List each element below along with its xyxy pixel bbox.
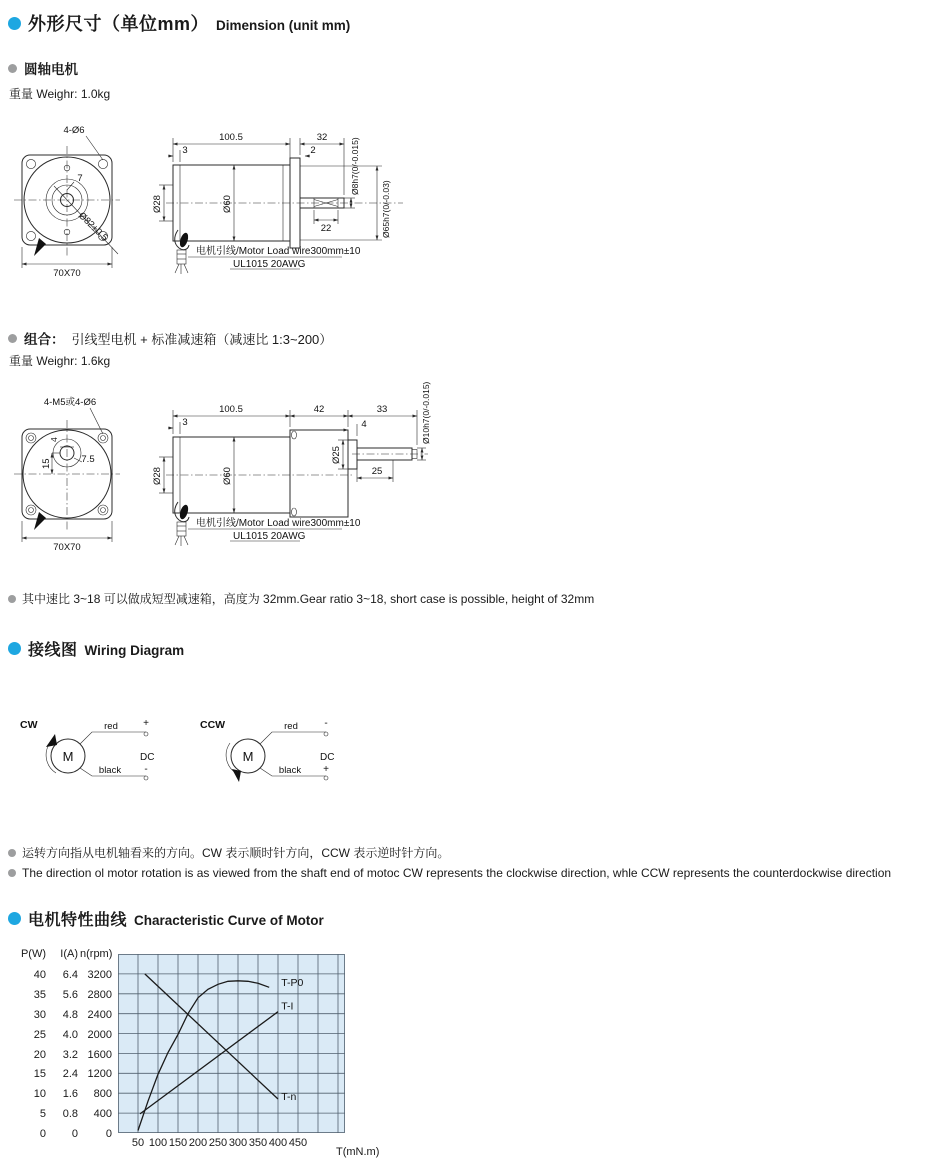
rotation-note-en-text: The direction ol motor rotation is as viewed from the shaft end of motoc CW represents the clockwise direction, whle CCW represents the counterdockwise direction: [22, 866, 892, 880]
gray-bullet-icon: [8, 595, 16, 603]
y-tick: 10: [33, 1088, 46, 1101]
y-tick: 1600: [87, 1048, 112, 1061]
y-tick: 30: [33, 1008, 46, 1021]
y-tick: 4.0: [62, 1028, 78, 1041]
y-tick: 20: [33, 1048, 46, 1061]
y-axis-label: I(A): [60, 948, 78, 960]
dim-dia-body-2: Ø60: [222, 467, 233, 485]
wire-label-1b: UL1015 20AWG: [233, 259, 306, 270]
dim-key-len-1: 22: [320, 223, 332, 234]
series-line-T-I: [140, 1012, 278, 1114]
wiring-diagram: [10, 712, 355, 807]
rotation-note-en: [8, 866, 891, 880]
y-tick: 2400: [87, 1008, 112, 1021]
y-tick: 2.4: [62, 1068, 78, 1081]
weight-2-cn: 重量: [9, 354, 34, 368]
y-tick: 40: [33, 969, 46, 981]
y-tick: 800: [93, 1088, 112, 1101]
y-tick: 1200: [87, 1068, 112, 1081]
dim-boss-len-2: 4: [361, 419, 367, 430]
dim-dia-lead-2: Ø28: [152, 467, 163, 485]
x-tick: 400: [268, 1137, 288, 1149]
dim-len-cap-1: 3: [182, 145, 188, 156]
weight-1-en: Weighr: 1.0kg: [36, 87, 111, 101]
ccw-minus-terminal: -: [324, 718, 328, 729]
dim-offset-v-2: 15: [41, 458, 52, 469]
ccw-arrowhead-icon: [232, 769, 241, 782]
dimension-title-cn: 外形尺寸（单位mm）: [28, 14, 210, 34]
curve-section-header: [8, 907, 324, 930]
weight-1: [9, 85, 110, 102]
dim-len-step-1: 2: [310, 145, 316, 156]
x-tick: 450: [288, 1137, 308, 1149]
gear-ratio-note-text: 其中速比 3~18 可以做成短型减速箱，高度为 32mm.Gear ratio 3~18, short case is possible, height of 32mm: [22, 592, 595, 606]
dim-len-shaft-total-2: 33: [376, 404, 388, 415]
side-view-2: [152, 381, 431, 546]
dim-square-1: 70X70: [53, 268, 81, 279]
weight-2-en: Weighr: 1.6kg: [36, 354, 111, 368]
ccw-dc-label: DC: [320, 752, 335, 763]
side-view-1: [152, 132, 403, 274]
dim-square-2: 70X70: [53, 542, 81, 553]
wiring-title-en: Wiring Diagram: [84, 643, 185, 658]
wire-exit-1: [175, 230, 361, 274]
position-mark-icon: [34, 238, 46, 256]
dim-len-gear-2: 42: [313, 404, 325, 415]
cw-minus-terminal: -: [144, 764, 148, 775]
wiring-title-cn: 接线图: [28, 642, 78, 659]
cw-label: CW: [20, 719, 38, 731]
y-tick: 0: [39, 1128, 46, 1141]
round-shaft-label: 圆轴电机: [24, 62, 78, 77]
x-tick: 300: [228, 1137, 248, 1149]
dim-key-width-1: 7: [77, 173, 83, 184]
y-axis-column-1: [50, 948, 78, 1145]
cw-black-wire-label: black: [98, 765, 122, 776]
x-tick: 200: [188, 1137, 208, 1149]
dimension-title-en: Dimension (unit mm): [216, 18, 351, 33]
series-label-T-P0: T-P0: [281, 976, 304, 989]
weight-1-cn: 重量: [9, 87, 34, 101]
y-axis-column-2: [80, 948, 112, 1145]
y-tick: 5: [39, 1108, 46, 1121]
x-tick: 100: [148, 1137, 168, 1149]
dim-holes-1: 4-Ø6: [63, 125, 85, 136]
combo-heading: [8, 328, 332, 348]
cw-red-wire-label: red: [104, 721, 118, 732]
rotation-note-cn: [8, 844, 449, 861]
y-tick: 2000: [87, 1028, 112, 1041]
gray-bullet-icon: [8, 334, 17, 343]
motor-symbol: M: [62, 749, 74, 764]
y-tick: 400: [93, 1108, 112, 1121]
characteristic-curve-chart: [118, 954, 345, 1133]
dim-len-body-2: 100.5: [219, 404, 243, 415]
y-tick: 1.6: [62, 1088, 78, 1101]
weight-2: [9, 352, 110, 369]
cw-circuit: [20, 718, 154, 780]
ccw-label: CCW: [200, 719, 226, 731]
y-tick: 3200: [87, 969, 112, 981]
round-shaft-heading: [8, 58, 78, 78]
dim-dia-shaft-2: Ø10h7(0/-0.015): [421, 381, 431, 444]
x-tick: 150: [168, 1137, 188, 1149]
series-label-T-I: T-I: [281, 1000, 294, 1013]
curve-title-cn: 电机特性曲线: [28, 912, 128, 929]
cw-arrowhead-icon: [46, 734, 57, 747]
x-tick: 350: [248, 1137, 268, 1149]
y-axis-label: P(W): [20, 948, 46, 960]
rotation-note-cn-text: 运转方向指从电机轴看来的方向。CW 表示顺时针方向，CCW 表示逆时针方向。: [22, 846, 450, 860]
wiring-section-header: [8, 637, 184, 660]
gray-bullet-icon: [8, 849, 16, 857]
cw-plus-terminal: +: [143, 718, 149, 729]
front-view-2: [14, 396, 120, 553]
dim-dia-body-1: Ø60: [222, 195, 233, 213]
y-tick: 25: [33, 1028, 46, 1041]
wire-label-2b: UL1015 20AWG: [233, 531, 306, 542]
y-tick: 0: [105, 1128, 112, 1141]
dim-dia-lead-1: Ø28: [152, 195, 163, 213]
dim-holes-2: 4-M5或4-Ø6: [43, 397, 97, 408]
combo-desc: 引线型电机 + 标准减速箱（减速比 1:3~200）: [71, 332, 333, 347]
wire-label-1a: 电机引线/Motor Load wire300mm±10: [196, 246, 361, 257]
y-tick: 3.2: [62, 1048, 78, 1061]
dim-bolt-circle-1: Ø82±0.5: [75, 210, 110, 244]
chart-x-unit: T(mN.m): [336, 1146, 380, 1158]
series-label-T-n: T-n: [281, 1091, 297, 1104]
dim-len-body-1: 100.5: [219, 132, 243, 143]
x-tick: 250: [208, 1137, 228, 1149]
y-tick: 4.8: [62, 1008, 78, 1021]
ccw-red-wire-label: red: [284, 721, 298, 732]
y-axis-column-0: [8, 948, 46, 1145]
position-mark-icon: [34, 512, 46, 530]
blue-bullet-icon: [8, 912, 21, 925]
y-tick: 6.4: [62, 969, 78, 981]
gray-bullet-icon: [8, 64, 17, 73]
y-tick: 0: [71, 1128, 78, 1141]
gear-ratio-note: [8, 590, 594, 607]
y-tick: 0.8: [62, 1108, 78, 1121]
chart-plot-area: [118, 954, 345, 1133]
ccw-plus-terminal: +: [323, 764, 329, 775]
geared-motor-drawing: [8, 381, 468, 570]
curve-title-en: Characteristic Curve of Motor: [134, 913, 324, 928]
y-tick: 35: [33, 988, 46, 1001]
dim-len-shaft-1: 32: [316, 132, 328, 143]
dim-len-shaft-2: 25: [371, 466, 383, 477]
y-tick: 2800: [87, 988, 112, 1001]
dim-dia-boss-2: Ø25: [331, 446, 342, 464]
dim-offset-h-2: 7.5: [81, 454, 95, 465]
blue-bullet-icon: [8, 642, 21, 655]
combo-label: 组合：: [24, 332, 65, 347]
dim-dia-spigot-1: Ø65h7(0/-0.03): [381, 180, 391, 238]
chart-y-axis-columns: [0, 948, 118, 1160]
motor-symbol: M: [242, 749, 254, 764]
y-tick: 15: [33, 1068, 46, 1081]
gray-bullet-icon: [8, 869, 16, 877]
blue-bullet-icon: [8, 17, 21, 30]
x-tick: 50: [131, 1137, 145, 1149]
dim-dia-shaft-1: Ø8h7(0/-0.015): [350, 137, 360, 195]
wire-exit-2: [175, 502, 361, 546]
dim-front-key-2: 4: [49, 437, 59, 442]
dimension-section-header: [8, 10, 350, 36]
y-axis-label: n(rpm): [80, 948, 113, 960]
dim-len-cap-2: 3: [182, 417, 188, 428]
round-shaft-motor-drawing: [8, 118, 458, 298]
cw-dc-label: DC: [140, 752, 155, 763]
front-view-1: [14, 125, 120, 279]
wire-label-2a: 电机引线/Motor Load wire300mm±10: [196, 518, 361, 529]
ccw-circuit: [200, 718, 334, 782]
y-tick: 5.6: [62, 988, 78, 1001]
ccw-black-wire-label: black: [278, 765, 302, 776]
